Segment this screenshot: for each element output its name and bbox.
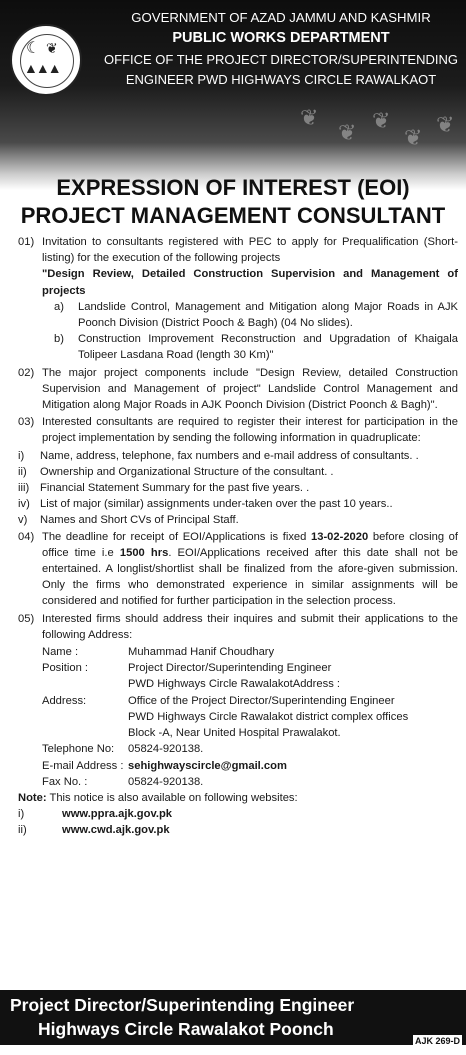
paragraph-text: The deadline for receipt of EOI/Applications is fixed 13-02-2020 before closing of office time i.e 1500 hrs. EOI/Applications received after this date shall not be entertained. A longlist/shortlist shall be finalized from the afore-given submission. Only the firms who demonstrated experience in similar assignments will be considered and notified for further participation in the selection process. — [42, 530, 458, 608]
contact-email: sehighwayscircle@gmail.com — [128, 759, 287, 772]
list-item: i) Name, address, telephone, fax numbers and e-mail address of consultants. . — [18, 449, 419, 462]
advert-reference: AJK 269-D — [414, 1036, 460, 1046]
list-item: b) Construction Improvement Reconstruction and Upgradation of Khaigala Tolipeer Lasdana Road (length 30 Km)" — [54, 333, 458, 362]
signature-footer — [0, 990, 466, 1045]
paragraph-number: 02) — [18, 366, 35, 379]
paragraph-text: The major project components include "Design Review, detailed Construction Supervision and Management of project" Landslide Control Management and Mitigation along Major Roads in AJK Poonch Division (District Poonch & Bagh)". — [42, 366, 458, 412]
website-link[interactable]: www.ppra.ajk.gov.pk — [62, 808, 173, 821]
contact-phone-row: Telephone No: 05824-920138. — [42, 743, 204, 756]
paragraph-04 — [18, 529, 458, 610]
contact-position-row: Position : Project Director/Superintending Engineer — [42, 662, 332, 675]
website-link-row: i) www.ppra.ajk.gov.pk — [18, 806, 458, 822]
maple-leaf-decoration: ❦ — [436, 112, 455, 137]
header-office-line2: ENGINEER PWD HIGHWAYS CIRCLE RAWALKAOT — [125, 72, 437, 87]
maple-leaf-decoration: ❦ — [372, 108, 391, 133]
notice-title: EXPRESSION OF INTEREST (EOI) — [56, 175, 410, 200]
paragraph-03 — [18, 414, 458, 446]
contact-email-row: E-mail Address : sehighwayscircle@gmail.com — [18, 758, 458, 774]
header-government: GOVERNMENT OF AZAD JAMMU AND KASHMIR — [131, 10, 431, 25]
paragraph-05 — [18, 611, 458, 643]
deadline-time: 1500 hrs — [119, 546, 169, 559]
list-item: iv) List of major (similar) assignments under-taken over the past 10 years.. — [18, 498, 393, 511]
ajk-seal-logo: ☾ ❦ ▲▲▲ — [10, 24, 82, 96]
deadline-date: 13-02-2020 — [311, 530, 369, 543]
notice-body — [18, 234, 458, 839]
notice-subtitle: PROJECT MANAGEMENT CONSULTANT — [20, 203, 446, 228]
project-title: "Design Review, Detailed Construction Supervision and Management of projects — [42, 268, 458, 297]
maple-leaf-decoration: ❦ — [404, 125, 423, 150]
website-link[interactable]: www.cwd.ajk.gov.pk — [62, 824, 170, 837]
paragraph-number: 04) — [18, 530, 35, 543]
footer-signatory-title: Project Director/Superintending Engineer — [10, 995, 355, 1015]
contact-fax-row: Fax No. : 05824-920138. — [42, 775, 204, 788]
paragraph-number: 03) — [18, 416, 35, 429]
paragraph-text: Interested firms should address their inquires and submit their applications to the following Address: — [42, 612, 458, 641]
footer-signatory-office: Highways Circle Rawalakot Poonch — [38, 1019, 334, 1039]
paragraph-number: 01) — [18, 236, 35, 248]
list-item: a) Landslide Control, Management and Mitigation along Major Roads in AJK Poonch Division (District Pooch & Bagh) (04 No slides). — [54, 300, 458, 330]
website-link-row: ii) www.cwd.ajk.gov.pk — [18, 822, 458, 838]
maple-leaf-decoration: ❦ — [300, 105, 319, 130]
contact-position-row: PWD Highways Circle RawalakotAddress : — [128, 678, 341, 691]
maple-leaf-decoration: ❦ — [338, 120, 357, 145]
paragraph-text: Interested consultants are required to register their interest for participation in the project implementation by sending the following information in quadruplicate: — [42, 416, 458, 445]
header-banner — [0, 0, 466, 190]
paragraph-text: Invitation to consultants registered with PEC to apply for Prequalification (Short-listing) for the execution of the following projects — [42, 236, 458, 265]
paragraph-number: 05) — [18, 612, 35, 625]
paragraph-02 — [18, 365, 458, 414]
list-item: iii) Financial Statement Summary for the past five years. . — [18, 482, 310, 495]
contact-address-row: Address: Office of the Project Director/Superintending Engineer — [42, 694, 395, 707]
contact-address-row: PWD Highways Circle Rawalakot district complex offices — [128, 710, 409, 723]
websites-note: Note: This notice is also available on following websites: — [18, 791, 298, 804]
header-office-line1: OFFICE OF THE PROJECT DIRECTOR/SUPERINTENDING — [104, 52, 458, 67]
paragraph-01 — [18, 234, 458, 364]
list-item: ii) Ownership and Organizational Structure of the consultant. . — [18, 465, 334, 478]
contact-address-row: Block -A, Near United Hospital Prawalakot. — [128, 727, 341, 740]
list-item: v) Names and Short CVs of Principal Staff. — [18, 514, 239, 527]
contact-name-row: Name : Muhammad Hanif Choudhary — [42, 646, 275, 659]
header-department: PUBLIC WORKS DEPARTMENT — [172, 30, 390, 46]
